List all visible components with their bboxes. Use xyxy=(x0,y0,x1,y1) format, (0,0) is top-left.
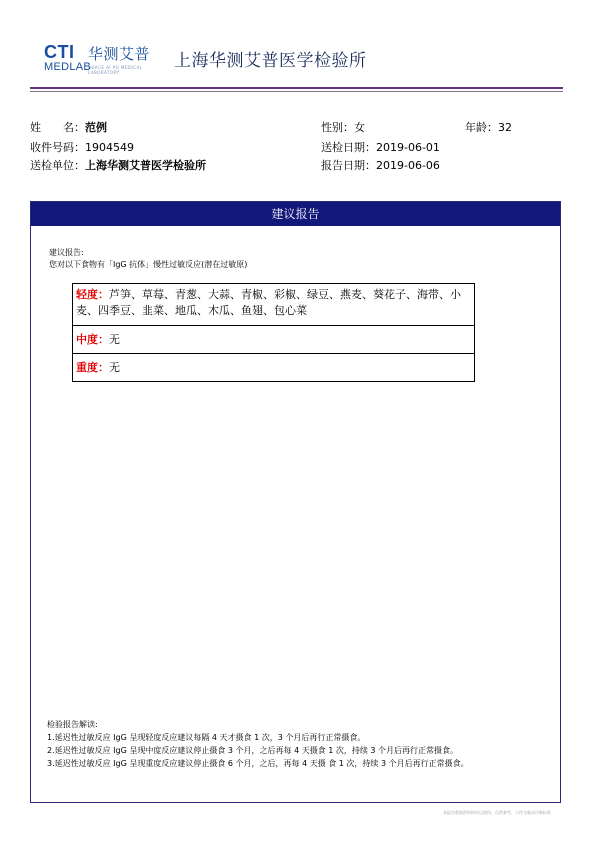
sending-unit-label: 送检单位： xyxy=(30,159,85,172)
patient-gender-label: 性别： xyxy=(321,121,354,134)
patient-name-value: 范例 xyxy=(85,121,107,134)
level-row-severe xyxy=(73,354,474,381)
report-date-value: 2019-06-06 xyxy=(376,159,440,172)
footer-disclaimer: 本报告数据供科研项目使用，仅供参考，不作为临床诊断标准 xyxy=(443,810,551,815)
advice-description: 您对以下食物有「IgG 抗体」慢性过敏反应(潜在过敏原) xyxy=(49,260,248,269)
level-name: 重度： xyxy=(76,361,109,374)
logo-cti-text: CTI xyxy=(44,42,75,62)
level-row-moderate xyxy=(73,326,474,354)
interpretation-item: 3.延迟性过敏反应 IgG 呈现重度反应建议停止摄食 6 个月，之后，再每 4 天摄 食 1 次，持续 3 个月后再行正常摄食。 xyxy=(47,759,469,768)
logo-medlab-text: MEDLAB xyxy=(44,61,92,73)
level-name: 中度： xyxy=(76,333,109,346)
patient-name xyxy=(30,119,107,135)
report-interpretation xyxy=(47,718,469,770)
advice-title: 建议报告: xyxy=(49,248,84,257)
company-logo xyxy=(40,42,165,76)
patient-age-value: 32 xyxy=(498,121,512,134)
patient-name-label: 姓 名： xyxy=(30,121,85,134)
sending-unit xyxy=(30,157,206,173)
level-value: 无 xyxy=(109,361,120,374)
report-header xyxy=(40,42,560,76)
header-divider-thin xyxy=(30,91,563,92)
allergy-level-table xyxy=(72,283,475,382)
sent-date-label: 送检日期： xyxy=(321,141,376,154)
advice-report-card xyxy=(30,201,561,803)
sent-date xyxy=(321,139,440,155)
card-title: 建议报告 xyxy=(31,202,560,226)
report-date-label: 报告日期： xyxy=(321,159,376,172)
patient-age-label: 年龄： xyxy=(465,121,498,134)
level-value: 芦笋、草莓、青葱、大蒜、青椒、彩椒、绿豆、燕麦、葵花子、海带、小麦、四季豆、韭菜、地瓜、木瓜、鱼翅、包心菜 xyxy=(76,288,461,317)
logo-chinese-text: 华测艾普 xyxy=(88,45,151,63)
sent-date-value: 2019-06-01 xyxy=(376,141,440,154)
level-row-mild xyxy=(73,284,474,326)
report-date xyxy=(321,157,440,173)
header-divider xyxy=(30,87,563,89)
interpretation-item: 2.延迟性过敏反应 IgG 呈现中度反应建议停止摄食 3 个月，之后再每 4 天摄食 1 次，持续 3 个月后再行正常摄食。 xyxy=(47,746,459,755)
patient-gender-value: 女 xyxy=(354,121,365,134)
company-name: 上海华测艾普医学检验所 xyxy=(174,51,367,71)
sample-number-value: 1904549 xyxy=(85,141,134,154)
patient-gender xyxy=(321,119,365,135)
level-value: 无 xyxy=(109,333,120,346)
interpretation-item: 1.延迟性过敏反应 IgG 呈现轻度反应建议每隔 4 天才摄食 1 次，3 个月后再行正常摄食。 xyxy=(47,733,366,742)
sending-unit-value: 上海华测艾普医学检验所 xyxy=(85,159,206,172)
patient-age xyxy=(465,119,512,135)
sample-number xyxy=(30,139,134,155)
logo-subtitle-text: HUACE AI PU MEDICAL LABORATORY xyxy=(88,65,143,75)
interpretation-title: 检验报告解读: xyxy=(47,720,98,729)
sample-number-label: 收件号码： xyxy=(30,141,85,154)
level-name: 轻度： xyxy=(76,288,109,301)
